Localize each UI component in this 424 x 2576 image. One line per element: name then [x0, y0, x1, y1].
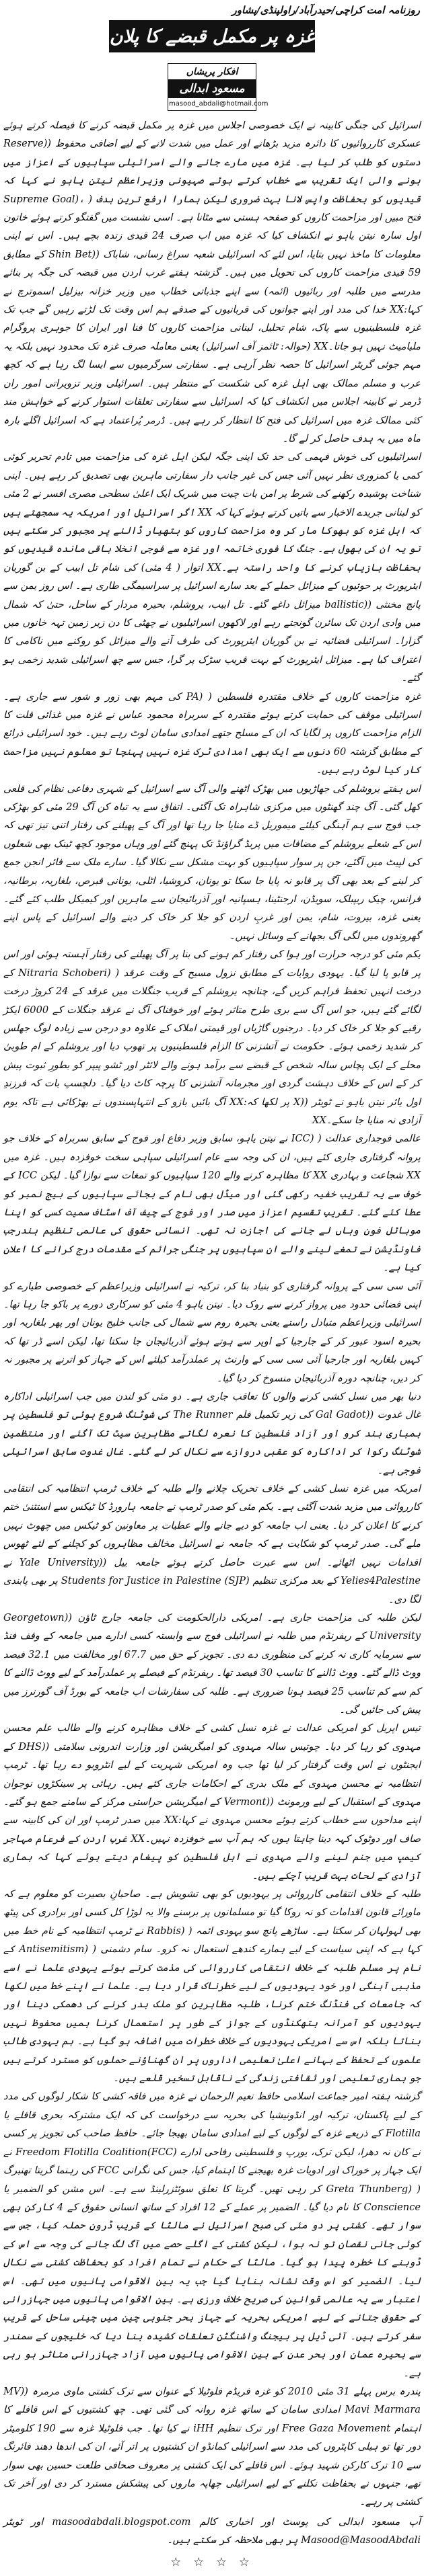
article-title-banner — [109, 20, 315, 52]
columnist-box — [168, 63, 269, 111]
end-of-column-stars: ☆ ☆ ☆ ☆ — [170, 2554, 254, 2569]
author-links-note: آپ مسعود ابدالی کی پوسٹ اور اخباری کالم masoodabdali.blogspot.com اور ٹویٹر Masood@MasoodAbdali پر بھی ملاحظہ کر سکتے ہیں۔ — [3, 2515, 421, 2546]
article-paragraph: اس ہفتے یروشلم کی جھاڑیوں میں بھڑک اٹھنے والی آگ سے اسرائیل کے شہری دفاعی نظام کی قلعی کھل گئی۔ آگ چند گھنٹوں میں مرکزی شاہراہ تک آگئی۔ اتفاق سے یہ تباہ کن آگ 29 مئی کو بھڑکی جب فوج سے ہم آہنگی کیلئے میموریل ڈے منایا جا رہا تھا اور آگ کے پھیلنے کی رفتار اتنی تیز تھی کہ اس کے شعلے یروشلم کے مضافات میں پریڈ گراؤنڈ تک پہنچ گئے اور وہاں موجود کچھ ٹینک بھی شعلوں کی لپیٹ میں آگئے، جن پر سوار سپاہیوں کو بہت مشکل سے نکالا گیا۔ سارے ملک سے فائر انجن جمع کر لینے کے بعد بھی آگ پر قابو نہ پایا جا سکا تو یونان، کروشیا، اٹلی، یونانی قبرص، بلغاریہ، برطانیہ، فرانس، چیک ریپبلک، سویڈن، ارجنٹینا، ہسپانیہ اور آذربائیجان سے ماہرین اور کیمیکل طلب کئے گئے۔ یعنی غزہ، بیروت، شام، یمن اور غربِ اردن کو جلا کر خاک کر دینے والے اسرائیل کے پاس اپنے گھروندوں میں لگی آگ بجھانے کے وسائل نہیں۔ — [3, 782, 421, 942]
author-name: مسعود ابدالی — [168, 79, 256, 98]
article-paragraph: دنیا بھر میں نسل کشی کرنے والوں کا تعاقب جاری ہے۔ دو مئی کو لندن میں جب اسرائیلی اداکارہ غال غدوت ((Gal Gadot کی زیر تکمیل فلم The Runner کی شوٹنگ شروع ہوئی تو فلسطین پر بمباری بند کرو اور آزاد فلسطین کا نعرہ لگاتے مظاہرین سیٹ تک آگئے اور منتظمین شوٹنگ رکوا کر اداکارہ کو عقبی دروازے سے نکال کر لے گئے۔ غال غدوت سابق اسرائیلی فوجی ہے۔ — [3, 1391, 421, 1476]
masthead: روزنامہ امت کراچی/حیدرآباد/راولپنڈی/پشاور — [232, 4, 420, 16]
article-paragraph: طلبہ کے خلاف انتقامی کارروائی پر یہودیوں کو بھی تشویش ہے۔ صاحبانِ بصیرت کو معلوم ہے کہ ماورائے قانون اقدامات کو نہ روکا گیا تو مسلمانوں پر برسنے والا یہ لوڑا کل کسی اور برادری کی پیٹھ بھی لہولہان کر سکتا ہے۔ ساڑھے پانچ سو یہودی ائمہ ( (Rabbis نے ٹرمپ انتظامیہ کے نام خط میں کہا ہے کہ اپنی سیاست کے لیے ہمارے کندھے استعمال نہ کرو۔ سام دشمنی ( (Antisemitism کے نام پر مسلم طلبہ کے خلاف انتقامی کارروائی کی مذمت کرتے ہوئے یہودی علما نے اسے مذہبی آہنگی اور خود یہودیوں کے لیے خطرناک قرار دیا ہے۔ علما نے اپنے خط میں لکھا کہ جامعات کی فنڈنگ ختم کرنا، طلبہ مظاہرین کو ملک بدر کرنے کی دھمکی دینا اور یہودیوں کو آمرانہ ہتھکنڈوں کے جواز کے طور پر استعمال کرنا ہمیں محفوظ نہیں بناتا بلکہ اس سے امریکی یہودیوں کے خلاف خطرات میں اضافہ ہو گیا ہے۔ ہم یہودی طالب علموں کے تحفظ کے بہانے اعلیٰ تعلیمی اداروں پر ان گھناؤنے حملوں کو مسترد کرتے ہیں جو ہماری تعلیمی اور ثقافتی زندگی کے ناقابل تسخیر قلعے ہیں۔ — [3, 1888, 421, 2085]
article-paragraph: غزہ مزاحمت کاروں کے خلاف مقتدرہ فلسطین ( (PA کی مہم بھی زور و شور سے جاری ہے۔ اسرائیلی موقف کی حمایت کرتے ہوئے مقتدرہ کے سربراہ محمود عباس نے غزہ میں غذائی قلت کا الزام مزاحمت کاروں پر لگایا کہ ان کے مسلح جتھے امدادی سامان لوٹ رہے ہیں۔ خود اسرائیلی ذرائع کے مطابق گزشتہ 60 دنوں سے ایک بھی امدادی ٹرک غزہ نہیں پہنچا تو معلوم نہیں مزاحمت کار کیا لوٹ رہے ہیں۔ — [3, 690, 421, 776]
author-email: masood_abdali@hotmail.com — [169, 100, 269, 108]
article-paragraph: آئی سی سی کے پروانہ گرفتاری کو بنیاد بنا کر، ترکیہ نے اسرائیلی وزیراعظم کے خصوصی طیارے کو اپنی فضائی حدود میں پرواز کرنے سے روک دیا۔ نیتن یاہو 4 مئی کو سرکاری دورے پر باکو جا رہا تھا۔ اسرائیلی وزیراعظم متبادل راستے یعنی بحیرہ روم سے شمال کی جانب خلیج یونان اور پھر بلغاریہ اور بحیرہ اسود عبور کر کے جارجیا کے اوپر سے ہوتے ہوئے آذربائیجان جا سکتا تھا، لیکن اسے ڈر تھا کہ کہیں بلغاریہ اور جارجیا آئی سی سی کے وارنٹ پر عملدرآمد کیلئے اس کے جہاز کو اترنے پر مجبور نہ کر دیں، چنانچہ دورہ آذربائیجان منسوخ کر دیا گیا۔ — [3, 1280, 421, 1384]
article-title: غزہ پر مکمل قبضے کا پلان — [109, 26, 315, 47]
article-paragraph: تیس اپریل کو امریکی عدالت نے غزہ نسل کشی کے خلاف مظاہرہ کرنے والے طالب علم محسن مہدوی کو رہا کر دیا۔ چوتیس سالہ مہدوی کو امیگریشن اور وزارت اندرونی سلامتی ((DHS کے ایجنٹوں نے اس وقت گرفتار کر لیا تھا جب وہ امریکی شہریت کے لیے انٹرویو دے رہا تھا۔ ٹرمپ انتظامیہ نے محسن مہدوی کے ملک بدری کے احکامات جاری کئے ہیں۔ رہائی پر سینکڑوں نوجوان مہدوی کے استقبال کے لیے ورمونٹ ((Vermont کے امیگریشن حراستی مرکز کے سامنے جمع ہو گئے۔ اپنے مداحوں سے خطاب کرتے ہوئے محسن مہدوی نے کہا:XX میں صدر ٹرمپ اور ان کی کابینہ سے صاف اور دوٹوک کہہ دینا چاہتا ہوں کہ ہم آپ سے خوفزدہ نہیں۔XX غربِ اردن کے فرعام مہاجر کیمپ میں جنم لینے والے مہدوی نے اہل فلسطین کو پیغام دیتے ہوئے کہا کہ ہماری آزادی کے لحات بہت قریب آچکے ہیں۔ — [3, 1722, 421, 1882]
column-name: افکار پریشاں — [186, 67, 238, 77]
article-paragraph: گزشتہ ہفتہ امیر جماعت اسلامی حافظ نعیم الرحمان نے غزہ میں فاقہ کشی کا شکار لوگوں کی مدد کے لیے پاکستان، ترکیہ اور انڈونیشیا کی بحریہ سے درخواست کی کہ ایک مشترکہ بحری قافلے یا Flotilla کے ذریعے غزہ کے لوگوں کے لیے امدادی سامان بھیجا جائے۔ حافظ صاحب کی تجویز پر کسی نے کان نہ دھرا، لیکن ترک، یورپ و فلسطینی رفاحی ادارے (Freedom Flotilla Coalition(FCC نے ایک جہاز پر خوراک اور ادویات غزہ بھیجنے کا اہتمام کیا، جس کی نگرانی FCC کی رہنما گریتا تھنبرگ ( (Greta Thunberg کر رہی تھیں۔ گریتا کا تعلق سوئٹزرلینڈ سے ہے۔ اس مشن کو الضمیر یا Conscience کا نام دیا گیا۔ الضمیر پر عملے کے 12 افراد کے ساتھ انسانی حقوق کے 4 کارکن بھی سوار تھے۔ کشتی پر دو مئی کی صبح اسرائیل نے مالٹا کے قریب ڈرون حملہ کیا، جس سے کوئی جانی نقصان تو نہ ہوا، لیکن کشتی کے اگلے حصے میں آگ لگ جانے کی وجہ سے اس کے ڈوبنے کا خطرہ پیدا ہو گیا۔ مالٹا کے حکام نے تمام افراد کو بحفاظت کشتی سے نکال لیا۔ الضمیر کو اس وقت نشانہ بنایا گیا جب یہ بین الاقوامی پانیوں میں تھی۔ اس اعتبار سے یہ عالمی قوانین کی صریح خلاف ورزی ہے۔ بین الاقوامی پانیوں میں جہازرانی کے حقوق جتانے کے لیے امریکی بحریہ کے جہاز بحر جنوبی چین میں چینی ساحل کے قریب سفر کرتے ہیں۔ آئی ڈیل پر بیجنگ واشنگٹن تعلقات کشیدہ بنا دیا کہ خلیجوں کے سمندر سے بحیرہ عمان اور بحر عدن کے بین الاقوامی پانیوں میں آزاد جہازرانی متاثر ہو رہی ہے۔ — [3, 2091, 421, 2379]
article-paragraph: یکم مئی کو درجہ حرارت اور ہوا کی رفتار کم ہونے کی بنا پر آگ پھیلنے کی رفتار آہستہ ہوئی اور اس پر قابو پا لیا گیا۔ یہودی روایات کے مطابق نزول مسیح کے وقت عرقد ( (Nitraria Schoberi کے درخت انہیں تحفظ فراہم کریں گے، چنانچہ یروشلم کے قریب جنگلات میں عرقد کے 24 کروڑ درخت لگائے گئے ہیں، جو اس آگ سے بری طرح متاثر ہوئے اور خوفناک آگ نے عرقد جنگلات کے 6000 ایکڑ رقبے کو جلا کر خاک کر دیا۔ درجنوں گاڑیاں اور قیمتی املاک کے علاوہ دو درجن سے زیادہ لوگ جھلس کر شدید زخمی ہوئے۔ حکومت نے آتشزنی کا الزام فلسطینیوں پر تھوپ دیا اور یروشلم کے ام طوبیٰ محلے کے ایک پچاس سالہ شخص کے قبضے سے برآمد ہونے والے لائٹر اور ٹشو پیپر کو بطورِ ثبوت پیش کر کے اس کے خلاف دہشت گردی اور مجرمانہ آتشزنی کا پرچہ کاٹ دیا گیا۔ دلچسپ بات کہ فرزندِ اول یائر نیتن یاہو نے ٹویٹر ((X پر لکھا کہ:XX آگ بائیں بازو کے انتہاپسندوں نے بھڑکائی ہے تاکہ یوم آزادی نہ منایا جا سکے۔XX — [3, 949, 421, 1126]
article-paragraph: عالمی فوجداری عدالت ( (ICC نے نیتن یاہو، سابق وزیر دفاع اور فوج کے سابق سربراہ کے خلاف جو پروانہ گرفتاری جاری کئے ہیں، ان کی وجہ سے عام اسرائیلی سپاہی سخت خوفزدہ ہیں۔ غزہ میں XX شجاعت و بہادری XX کا مظاہرہ کرنے والے 120 سپاہیوں کو تمغات سے نوازا گیا۔ لیکن ICC کے خوف سے یہ تقریب خفیہ رکھی گئی اور میڈل بھی نام کے بجائے سپاہیوں کے بیج نمبر کو عطا کئے گئے۔ تقریبِ تقسیم اعزاز میں صدر اور فوج کے چیف آف اسٹاف سمیت کسی کو اپنا موبائل فون وہاں لے جانے کی اجازت نہ تھی۔ انسانی حقوق کی عالمی تنظیم ہندرجب فاونڈیشن نے تمغے لینے والے ان سپاہیوں پر جنگی جرائم کے مقدمات درج کرانے کا اعلان کیا ہے۔ — [3, 1133, 421, 1274]
article-paragraph: اسرائیل کی جنگی کابینہ نے ایک خصوصی اجلاس میں غزہ پر مکمل قبضہ کرنے کا فیصلہ کرتے ہوئے عسکری کارروائیوں کا دائرہ مزید بڑھانے اور عمل میں شدت لانے کے لیے اضافی محفوظ ((Reserve دستوں کو طلب کر لیا ہے۔ غزہ میں مارے جانے والے اسرائیلی سپاہیوں کے اعزاز میں ہونے والی ایک تقریب سے خطاب کرتے ہوئے صہیونی وزیراعظم نیتن یاہو نے کہا کہ قیدیوں کو بحفاظت واپس لانا بہت ضروری لیکن ہمارا ارفع ترین ہدف ( ،(Supreme Goal فتح مبیں اور مزاحمت کاروں کو صفحہ ہستی سے مٹانا ہے۔ اسی نشست میں گفتگو کرتے ہوئے خاتون اول سارہ نیتن یاہو نے انکشاف کیا کہ غزہ میں اب صرف 24 قیدی زندہ بچے ہیں۔ اس نے اپنی معلومات کا ماخذ نہیں بتایا، اس لئے کہ اسرائیلی شعبہ سراغ رسانی، شاباک ((Shin Bet کے مطابق 59 قیدی مزاحمت کاروں کی تحویل میں ہیں۔ گزشتہ ہفتے غرب اردن میں قبضہ کی جگہ پر بنائے مدرسے میں طلبہ اور ربائیوں (ائمہ) سے اپنے جذباتی خطاب میں وزیر خزانہ بیزلیل اسموترچ نے کہا:XX خدا کی مدد اور اپنے جوانوں کی قربانیوں کے صدقے ہم اس وقت تک لڑتے رہیں گے جب تک غزہ فلسطینیوں سے پاک، شام تحلیل، لبنانی مزاحمت کاروں کا فنا اور ایران کا جوہری پروگرام ملیامیٹ نہیں ہو جاتا۔XX (حوالہ: ٹائمز آف اسرائیل) یعنی معاملہ صرف غزہ تک محدود نہیں بلکہ یہ مہم جوئی گریٹر اسرائیل کا حصہ نظر آرہی ہے۔ سفارتی سرگرمیوں سے ایسا لگ رہا ہے کہ کچھ عرب و مسلم ممالک بھی اہل غزہ کی شکست کے منتظر ہیں۔ اسرائیلی وزیر تزویراتی امور ران ڈرمر نے کابینہ اجلاس میں انکشاف کیا کہ اسرائیل سے سفارتی تعلقات استوار کرنے کے خواہش مند کئی ممالک غزہ میں اسرائیل کی فتح کا انتظار کر رہے ہیں۔ ڈرمر پُراعتماد ہے کہ اسرائیل اگلے بارہ ماہ میں یہ ہدف حاصل کر لے گا۔ — [3, 120, 421, 444]
article-paragraph: پندرہ برس پہلے 31 مئی 2010 کو غزہ فریڈم فلوٹیلا کے عنوان سے ترک کشتی ماوی مرمرہ ((MV Mavi Marmara امدادی سامان کے ساتھ غزہ روانہ کی گئی تھی۔ چھ کشتیوں کے اس قافلے کا اہتمام Free Gaza Movement اور ترک تنظیم iHH نے کیا تھا۔ جب فلوٹیلا غزہ سے 190 کلومیٹر دور تھا تو ہیلی کاپٹروں کی مدد سے اسرائیلی کمانڈو ان کشتیوں پر اتر آئے، ان کی اندھا دھند فائرنگ سے 10 ترک کارکن شہید ہوئے۔ اس قافلے کی ایک کشتی پر معروف صحافی طلعت حسین بھی سوار تھے، جنہوں نے بحفاظت نکلنے کے لیے اسرائیلی چھاپہ ماروں کی پیشکش مسترد کر دی اور آخر تک کشتی پر رہے۔ — [3, 2385, 421, 2508]
article-paragraph: اسرائیلیوں کی خوش فہمی کی حد تک اپنی جگہ لیکن اہل غزہ کی مزاحمت میں تادم تحریر کوئی کمی یا کمزوری نظر نہیں آئی جس کی غیر جانب دار سفارتی ماہرین بھی تصدیق کر رہے ہیں۔ اپنی شناخت پوشیدہ رکھنے کی شرط پر امن بات چیت میں شریک ایک اعلیٰ سطحی مصری افسر نے 2 مئی کو لبنانی جریدے الاخبار سے باتیں کرتے ہوئے کہا کہ XX اگر اسرائیل اور امریکہ یہ سمجھتے ہیں کہ اہل غزہ کو بھوکا مار کر وہ مزاحمت کاروں کو ہتھیار ڈالنے پر مجبور کر سکتے ہیں تو یہ ان کی بھول ہے۔ جنگ کا فوری خاتمہ اور غزہ سے فوجی انخلا باقی ماندہ قیدیوں کو بحفاظت بازیاب کرنے کا واحد راستہ ہے۔XX اتوار ( 4 مئی) کی شام تل ابیب کے بن گوریان ایئرپورٹ پر حوثیوں کے میزائل حملے کے بعد سارے اسرائیل پر سراسیمگی طاری ہے۔ اس روز یمن سے پانچ مخنثی ((ballistic میزائل داغے گئے۔ تل ابیب، یروشلم، بحیرہ مردار کے ساحل، حتیٰ کہ شمال میں وادی اردن تک سائرن گونجتے رہے اور لاکھوں اسرائیلیوں نے چھٹی کا دن زیر زمین تہہ خانوں میں گزارا۔ اسرائیلی فضائیہ نے بن گوریان ایئرپورٹ کی طرف آنے والے میزائل کو روکنے میں ناکامی کا اعتراف کیا ہے۔ میزائل ایئرپورٹ کے بہت قریب سڑک پر گرا، جس سے چھ اسرائیلی شدید زخمی ہو گئے۔ — [3, 451, 421, 684]
article-paragraph: امریکہ میں غزہ نسل کشی کے خلاف تحریک چلانے والے طلبہ کے خلاف ٹرمپ انتظامیہ کی انتقامی کارروائی میں مزید شدت آگئی ہے۔ یکم مئی کو صدر ٹرمپ نے جامعہ ہارورڈ کا ٹیکس سے استثنیٰ ختم کرنے کا اعلان کر دیا۔ یعنی اب جامعہ کو دیے جانے والے عطیات پر معاونین کو ٹیکس میں چھوٹ نہیں ملے گی۔ صدر ٹرمپ کو شکایت ہے کہ جامعہ نے اسرائیل مخالف مظاہروں کو کچلنے کے لئے ٹھوس اقدامات نہیں اٹھائے۔ اس سے عبرت حاصل کرتے ہوئے جامعہ ییل ((Yale University نے Yelies4Palestine کے بعد مرکزی تنظیم Students for Justice in Palestine (SJP) پر بھی پابندی لگا دی۔ — [3, 1483, 421, 1605]
article-paragraph: لیکن طلبہ کی مزاحمت جاری ہے۔ امریکی دارالحکومت کی جامعہ جارج ٹاؤن ((Georgetown University کے ریفرنڈم میں طلبہ نے اسرائیلی فوج سے وابستہ کسی ادارے میں جامعہ کے وقف فنڈ سے سرمایہ کاری نہ کرنے کی منظوری دے دی۔ تجویز کے حق میں 67.7 اور مخالفت میں 32.1 فیصد ووٹ ڈالے گئے۔ ووٹ ڈالنے کا تناسب 30 فیصد تھا۔ ریفرنڈم کے فیصلے پر عملدرآمد کے لیے ووٹ ڈالنے کا کم سے کم تناسب 25 فیصد ہونا ضروری ہے۔ طلبہ کی سفارشات اب جامعہ کے بورڈ آف گورنرز میں پیش کی جائیں گی۔ — [3, 1611, 421, 1716]
article-body — [0, 111, 424, 2511]
